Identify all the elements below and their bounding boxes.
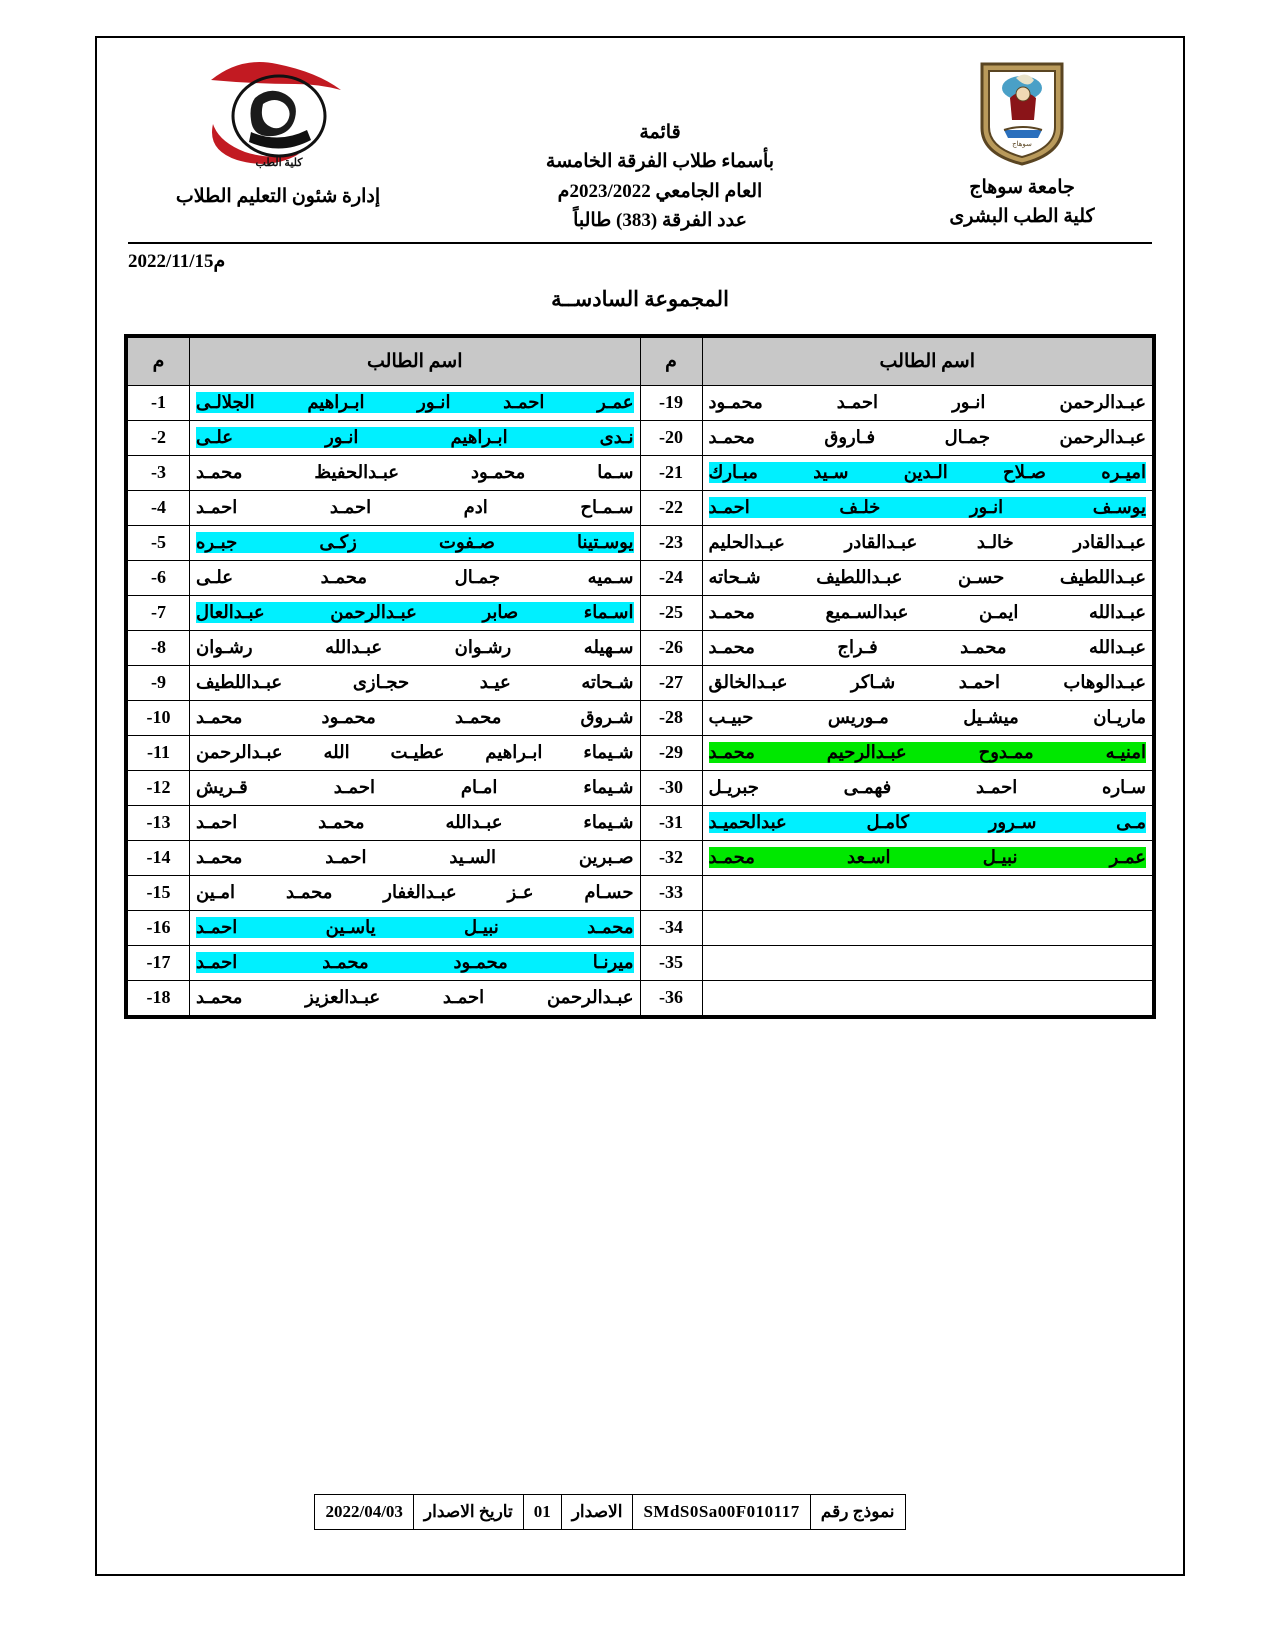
student-name-text: مـى سـرور كامـل عبدالحميـد bbox=[708, 812, 1146, 833]
header-name-left: اسم الطالب bbox=[702, 337, 1153, 385]
title-line-3: العام الجامعي 2023/2022م bbox=[557, 180, 763, 202]
student-name-cell bbox=[702, 840, 1153, 875]
table-row bbox=[128, 595, 1153, 630]
student-index-cell: 7- bbox=[128, 595, 190, 630]
document-date: 2022/11/15م bbox=[128, 250, 226, 272]
student-name-cell bbox=[190, 665, 641, 700]
student-name-text: عبـدالله محمـد فـراج محمـد bbox=[708, 637, 1146, 658]
student-index-cell: 27- bbox=[640, 665, 702, 700]
title-line-1: قائمة bbox=[639, 122, 681, 143]
footer-edition-label: الاصدار bbox=[561, 1495, 633, 1530]
svg-text:كلية الطب: كلية الطب bbox=[255, 157, 303, 169]
student-name-cell bbox=[190, 980, 641, 1015]
footer-form-code: SMdS0Sa00F010117 bbox=[633, 1495, 810, 1530]
student-name-cell bbox=[190, 910, 641, 945]
student-name-text: عبـدالرحمن انـور احمـد محمـود bbox=[708, 392, 1146, 413]
department-label: إدارة شئون التعليم الطلاب bbox=[175, 186, 381, 207]
title-line-4: عدد الفرقة (383) طالباً bbox=[573, 210, 747, 232]
table-row bbox=[128, 875, 1153, 910]
student-name-text: شـروق محمـد محمـود محمـد bbox=[196, 707, 634, 728]
student-index-cell: 14- bbox=[128, 840, 190, 875]
document-title-block bbox=[428, 58, 892, 236]
student-index-cell: 5- bbox=[128, 525, 190, 560]
student-name-text: امنيـه ممـدوح عبـدالرحيم محمـد bbox=[708, 742, 1146, 763]
student-index-cell: 36- bbox=[640, 980, 702, 1015]
student-index-cell: 24- bbox=[640, 560, 702, 595]
student-index-cell: 13- bbox=[128, 805, 190, 840]
student-index-cell: 32- bbox=[640, 840, 702, 875]
table-row bbox=[128, 420, 1153, 455]
student-name-cell bbox=[190, 770, 641, 805]
student-name-text: يوسـف انـور خلـف احمـد bbox=[708, 497, 1146, 518]
student-name-text: ماريـان ميشـيل مـوريس حبيـب bbox=[708, 707, 1146, 728]
student-name-text: نـدى ابـراهيم انـور علـى bbox=[196, 427, 634, 448]
student-name-cell bbox=[702, 700, 1153, 735]
student-name-text: شـيماء ابـراهيم عطيـت الله عبـدالرحمن bbox=[196, 742, 634, 763]
student-index-cell: 6- bbox=[128, 560, 190, 595]
student-name-text: عبـداللطيف حسـن عبـداللطيف شـحاته bbox=[708, 567, 1146, 588]
student-name-text: يوسـتينا صـفوت زكـى جبـره bbox=[196, 532, 634, 553]
student-index-cell: 17- bbox=[128, 945, 190, 980]
student-name-cell bbox=[190, 420, 641, 455]
footer-table bbox=[314, 1494, 905, 1530]
header-num-left: م bbox=[640, 337, 702, 385]
table-row bbox=[128, 840, 1153, 875]
student-index-cell: 33- bbox=[640, 875, 702, 910]
student-name-text: عبـدالوهاب احمـد شـاكر عبـدالخالق bbox=[708, 672, 1146, 693]
table-row bbox=[128, 980, 1153, 1015]
student-name-cell bbox=[190, 875, 641, 910]
student-name-cell bbox=[190, 945, 641, 980]
student-index-cell: 26- bbox=[640, 630, 702, 665]
student-name-text: سـاره احمـد فهمـى جبريـل bbox=[708, 777, 1146, 798]
student-index-cell: 15- bbox=[128, 875, 190, 910]
page-content bbox=[110, 50, 1170, 1019]
student-name-text: حسـام عـز عبـدالغفار محمـد امـين bbox=[196, 882, 634, 903]
students-table-wrapper bbox=[124, 334, 1156, 1019]
student-name-cell bbox=[190, 490, 641, 525]
student-index-cell: 16- bbox=[128, 910, 190, 945]
table-header-row bbox=[128, 337, 1153, 385]
student-index-cell: 18- bbox=[128, 980, 190, 1015]
student-name-text: سـمـاح ادم احمـد احمـد bbox=[196, 497, 634, 518]
table-row bbox=[128, 455, 1153, 490]
student-name-cell bbox=[702, 945, 1153, 980]
table-row bbox=[128, 630, 1153, 665]
student-name-cell bbox=[190, 385, 641, 420]
table-row bbox=[128, 490, 1153, 525]
document-footer bbox=[110, 1494, 1170, 1530]
student-name-text: عبـدالرحمن جمـال فـاروق محمـد bbox=[708, 427, 1146, 448]
student-index-cell: 1- bbox=[128, 385, 190, 420]
table-row bbox=[128, 805, 1153, 840]
student-index-cell: 28- bbox=[640, 700, 702, 735]
students-table-body bbox=[128, 385, 1153, 1015]
student-name-cell bbox=[190, 630, 641, 665]
student-index-cell: 9- bbox=[128, 665, 190, 700]
student-name-cell bbox=[190, 735, 641, 770]
student-name-text: عبـدالله ايمـن عبدالسـميع محمـد bbox=[708, 602, 1146, 623]
table-row bbox=[128, 735, 1153, 770]
student-name-cell bbox=[702, 910, 1153, 945]
student-name-text: محمـد نبيـل ياسـين احمـد bbox=[196, 917, 634, 938]
student-name-cell bbox=[702, 665, 1153, 700]
group-title: المجموعة السادســة bbox=[551, 286, 729, 311]
student-name-cell bbox=[702, 455, 1153, 490]
student-name-text: سـهيله رشـوان عبـدالله رشـوان bbox=[196, 637, 634, 658]
table-row bbox=[128, 700, 1153, 735]
student-index-cell: 30- bbox=[640, 770, 702, 805]
student-name-text: اميـره صـلاح الـدين سـيد مبـارك bbox=[708, 462, 1146, 483]
student-index-cell: 29- bbox=[640, 735, 702, 770]
department-block bbox=[128, 58, 428, 208]
student-name-text: صـبرين السـيد احمـد محمـد bbox=[196, 847, 634, 868]
student-name-text: عبـدالقادر خالـد عبـدالقادر عبـدالحليم bbox=[708, 532, 1146, 553]
student-name-cell bbox=[190, 840, 641, 875]
footer-date-value: 2022/04/03 bbox=[315, 1495, 413, 1530]
table-row bbox=[128, 525, 1153, 560]
student-name-cell bbox=[190, 805, 641, 840]
header-num-right: م bbox=[128, 337, 190, 385]
university-block bbox=[892, 58, 1152, 231]
university-name: جامعة سوهاج bbox=[969, 177, 1075, 198]
student-index-cell: 22- bbox=[640, 490, 702, 525]
student-name-text: اسـماء صابر عبـدالرحمن عبـدالعال bbox=[196, 602, 634, 623]
student-name-cell bbox=[702, 525, 1153, 560]
student-index-cell: 2- bbox=[128, 420, 190, 455]
student-name-cell bbox=[702, 805, 1153, 840]
footer-form-label: نموذج رقم bbox=[810, 1495, 905, 1530]
student-index-cell: 19- bbox=[640, 385, 702, 420]
faculty-name: كلية الطب البشرى bbox=[949, 205, 1095, 227]
student-index-cell: 31- bbox=[640, 805, 702, 840]
student-name-text: سـميه جمـال محمـد علـى bbox=[196, 567, 634, 588]
header-divider bbox=[128, 242, 1152, 244]
student-name-cell bbox=[702, 560, 1153, 595]
student-name-cell bbox=[190, 455, 641, 490]
svg-text:سوهاج: سوهاج bbox=[1012, 140, 1032, 148]
student-name-cell bbox=[702, 980, 1153, 1015]
student-name-cell bbox=[702, 490, 1153, 525]
student-index-cell: 25- bbox=[640, 595, 702, 630]
student-index-cell: 34- bbox=[640, 910, 702, 945]
student-name-text: عبـدالرحمن احمـد عبـدالعزيز محمـد bbox=[196, 987, 634, 1008]
student-name-cell bbox=[702, 770, 1153, 805]
student-name-cell bbox=[190, 595, 641, 630]
footer-date-label: تاريخ الاصدار bbox=[413, 1495, 523, 1530]
student-index-cell: 21- bbox=[640, 455, 702, 490]
student-name-cell bbox=[702, 630, 1153, 665]
table-row bbox=[128, 910, 1153, 945]
title-line-2: بأسماء طلاب الفرقة الخامسة bbox=[545, 151, 775, 173]
student-name-cell bbox=[702, 875, 1153, 910]
student-index-cell: 20- bbox=[640, 420, 702, 455]
header-name-right: اسم الطالب bbox=[190, 337, 641, 385]
students-table bbox=[127, 337, 1153, 1016]
student-name-cell bbox=[190, 525, 641, 560]
student-name-cell bbox=[702, 735, 1153, 770]
student-name-text: ميرنـا محمـود محمـد احمـد bbox=[196, 952, 634, 973]
footer-edition-value: 01 bbox=[523, 1495, 561, 1530]
student-name-cell bbox=[702, 420, 1153, 455]
table-row bbox=[128, 385, 1153, 420]
student-name-text: عمـر نبيـل اسـعد محمـد bbox=[708, 847, 1146, 868]
student-name-cell bbox=[702, 595, 1153, 630]
student-name-cell bbox=[702, 385, 1153, 420]
student-name-text: شـحاته عيـد حجـازى عبـداللطيف bbox=[196, 672, 634, 693]
student-index-cell: 35- bbox=[640, 945, 702, 980]
student-name-cell bbox=[190, 560, 641, 595]
document-header bbox=[110, 50, 1170, 236]
student-name-cell bbox=[190, 700, 641, 735]
university-crest-icon bbox=[974, 58, 1070, 168]
student-index-cell: 4- bbox=[128, 490, 190, 525]
table-row bbox=[128, 945, 1153, 980]
faculty-logo-icon bbox=[193, 58, 363, 173]
student-index-cell: 10- bbox=[128, 700, 190, 735]
student-name-text: سـما محمـود عبـدالحفيظ محمـد bbox=[196, 462, 634, 483]
student-index-cell: 11- bbox=[128, 735, 190, 770]
student-name-text: شـيماء عبـدالله محمـد احمـد bbox=[196, 812, 634, 833]
student-index-cell: 8- bbox=[128, 630, 190, 665]
table-row bbox=[128, 770, 1153, 805]
student-index-cell: 3- bbox=[128, 455, 190, 490]
student-index-cell: 12- bbox=[128, 770, 190, 805]
student-index-cell: 23- bbox=[640, 525, 702, 560]
table-row bbox=[128, 560, 1153, 595]
student-name-text: عمـر احمـد انـور ابـراهيم الجلالـى bbox=[196, 392, 634, 413]
table-row bbox=[128, 665, 1153, 700]
student-name-text: شـيماء امـام احمـد قـريش bbox=[196, 777, 634, 798]
